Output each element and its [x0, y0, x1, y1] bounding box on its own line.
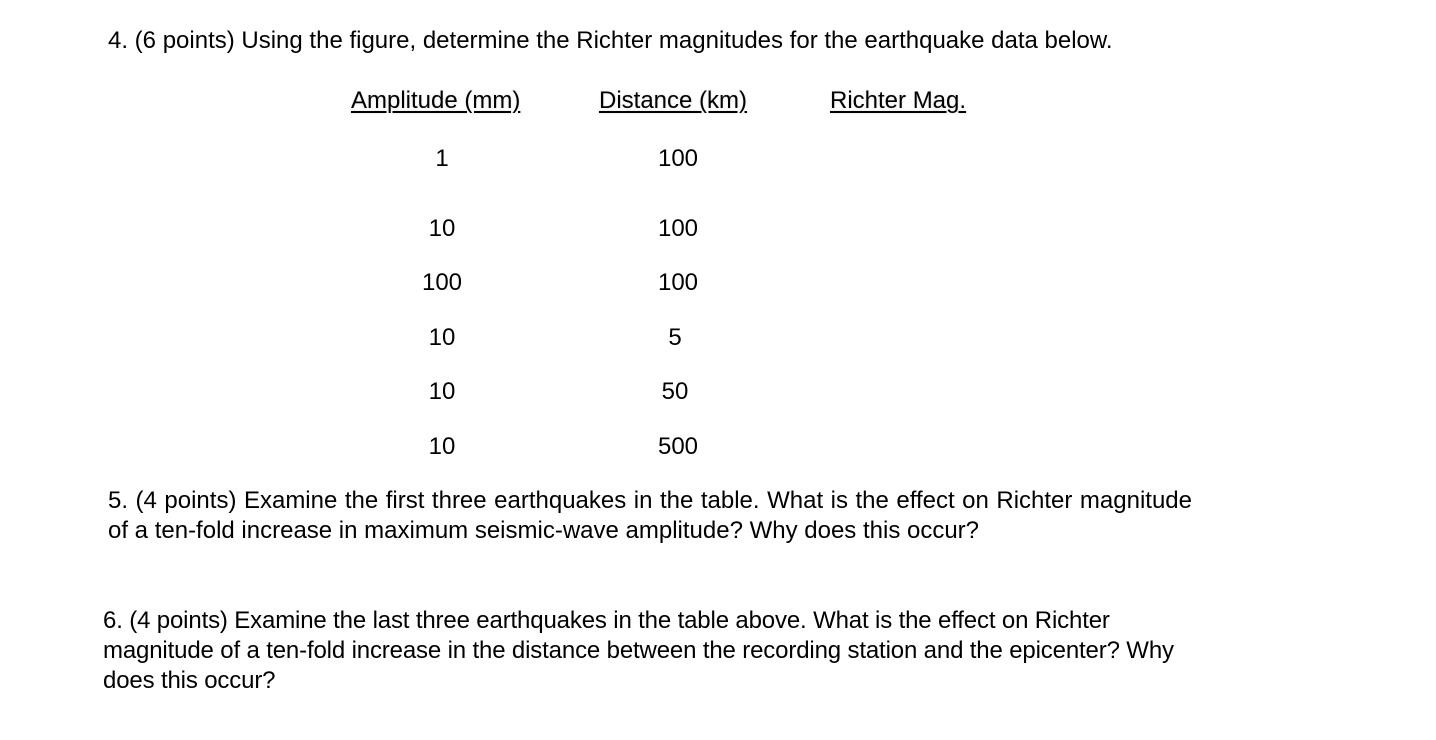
table-row-6-distance: 500	[657, 433, 699, 460]
question-6-text: 6. (4 points) Examine the last three earthquakes in the table above. What is the effect on Richter magnitude of a ten-fold increase in the distance between the recording station and the epicenter? Why does this occur?	[103, 607, 1174, 694]
table-row-6-amplitude: 10	[428, 433, 456, 460]
question-4-text: 4. (6 points) Using the figure, determine the Richter magnitudes for the earthquake data below.	[108, 27, 1113, 54]
table-row-5-distance: 50	[661, 378, 689, 405]
table-row-4-amplitude: 10	[428, 324, 456, 351]
table-row-1-amplitude: 1	[435, 145, 449, 172]
richter-magnitude-column-header: Richter Mag.	[830, 87, 967, 114]
distance-column-header: Distance (km)	[599, 87, 748, 114]
table-row-2-amplitude: 10	[428, 215, 456, 242]
table-row-1-distance: 100	[657, 145, 699, 172]
table-row-5-amplitude: 10	[428, 378, 456, 405]
table-row-2-distance: 100	[657, 215, 699, 242]
question-5-text: 5. (4 points) Examine the first three earthquakes in the table. What is the effect on Richter magnitude of a ten-fold increase in maximum seismic-wave amplitude? Why does this occur?	[108, 487, 1192, 544]
table-row-3-amplitude: 100	[421, 269, 463, 296]
table-row-3-distance: 100	[657, 269, 699, 296]
amplitude-column-header: Amplitude (mm)	[351, 87, 521, 114]
table-row-4-distance: 5	[668, 324, 682, 351]
